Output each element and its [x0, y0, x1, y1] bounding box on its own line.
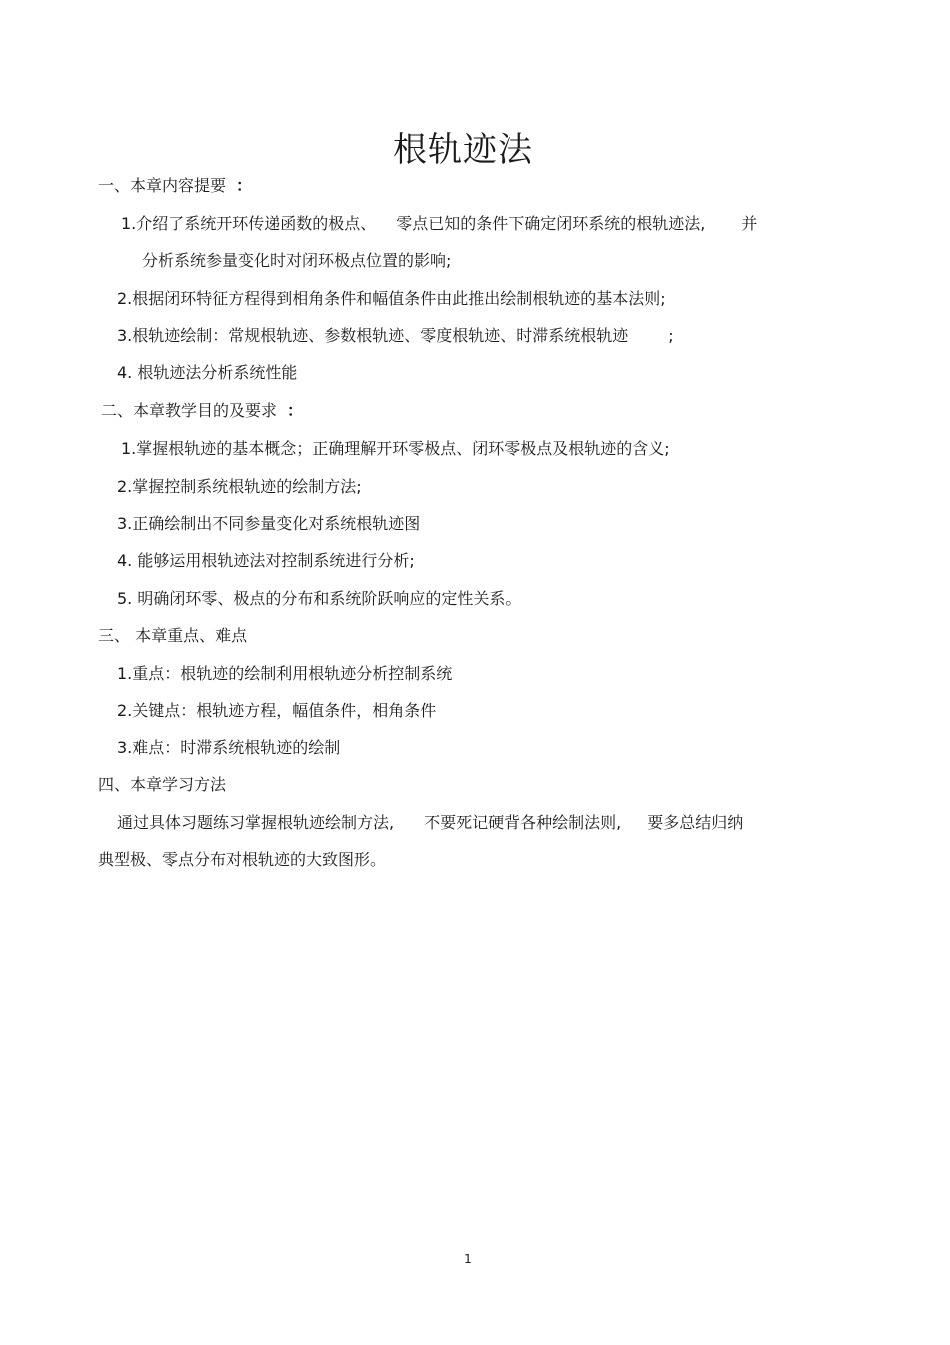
list-item: 5. 明确闭环零、极点的分布和系统阶跃响应的定性关系。 [117, 589, 522, 608]
list-item [121, 214, 757, 234]
list-item-text: 并 [741, 214, 758, 233]
list-item: 3.难点：时滞系统根轨迹的绘制 [117, 738, 341, 757]
page-number: 1 [464, 1252, 472, 1266]
list-item-text: 3.根轨迹绘制：常规根轨迹、参数根轨迹、零度根轨迹、时滞系统根轨迹 [117, 326, 629, 345]
list-item: 4. 能够运用根轨迹法对控制系统进行分析; [117, 551, 415, 570]
list-item-continuation: 分析系统参量变化时对闭环极点位置的影响; [142, 251, 452, 270]
section-heading-text: 一、本章内容提要 [98, 176, 227, 195]
paragraph-text: 不要死记硬背各种绘制法则, [424, 813, 622, 832]
paragraph-line [117, 813, 743, 833]
list-item [117, 326, 674, 346]
list-item: 1.重点：根轨迹的绘制利用根轨迹分析控制系统 [117, 664, 453, 683]
list-item-text: ; [668, 326, 674, 345]
section-heading-colon: ： [287, 401, 304, 420]
list-item: 3.正确绘制出不同参量变化对系统根轨迹图 [117, 514, 421, 533]
page-title: 根轨迹法 [393, 130, 533, 170]
list-item-text: 1.介绍了系统开环传递函数的极点、 [121, 214, 377, 233]
list-item: 1.掌握根轨迹的基本概念；正确理解开环零极点、闭环零极点及根轨迹的含义; [121, 439, 670, 458]
list-item: 2.根据闭环特征方程得到相角条件和幅值条件由此推出绘制根轨迹的基本法则; [117, 289, 666, 308]
section-heading-colon: ： [236, 176, 253, 195]
list-item-text: 零点已知的条件下确定闭环系统的根轨迹法, [396, 214, 706, 233]
list-item: 2.掌握控制系统根轨迹的绘制方法; [117, 477, 362, 496]
section-heading-text: 二、本章教学目的及要求 [101, 401, 278, 420]
section-heading-goals [101, 401, 303, 421]
paragraph-line: 典型极、零点分布对根轨迹的大致图形。 [98, 850, 387, 869]
list-item: 4. 根轨迹法分析系统性能 [117, 363, 298, 382]
section-heading-summary [98, 176, 252, 196]
list-item: 2.关键点：根轨迹方程，幅值条件，相角条件 [117, 701, 437, 720]
section-heading-key-points: 三、 本章重点、难点 [98, 626, 248, 645]
paragraph-text: 通过具体习题练习掌握根轨迹绘制方法, [117, 813, 395, 832]
paragraph-text: 要多总结归纳 [647, 813, 744, 832]
section-heading-study-method: 四、本章学习方法 [98, 775, 227, 794]
